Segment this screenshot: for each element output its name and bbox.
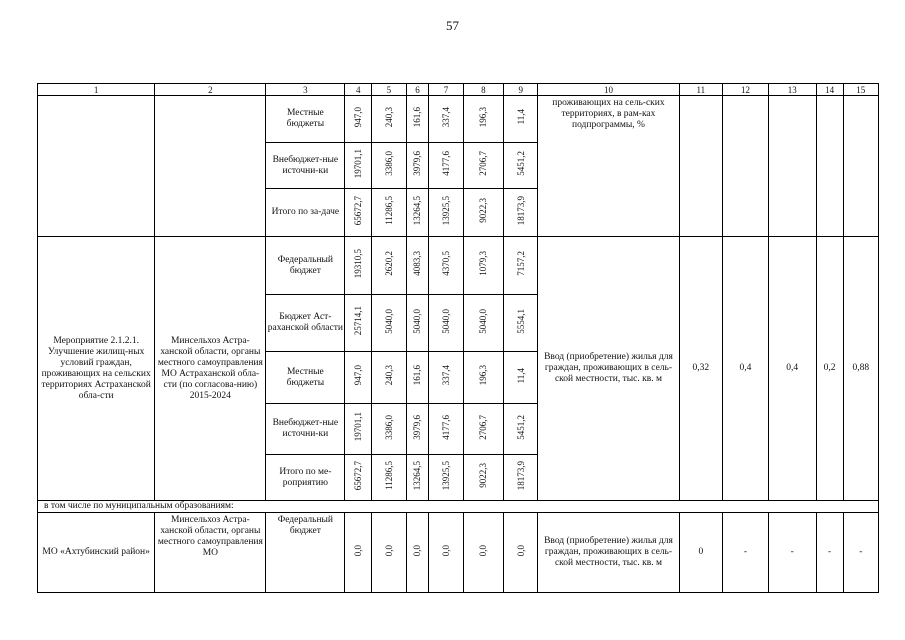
value-cell: 18173,9	[504, 455, 538, 501]
indicator-value: 0,88	[843, 237, 878, 501]
table-row	[38, 513, 879, 593]
empty-cell	[768, 96, 816, 237]
funding-source: Федеральный бюджет	[266, 237, 345, 295]
value-cell: 65672,7	[345, 455, 372, 501]
value-cell: 2706,7	[463, 404, 503, 455]
header-cell: 7	[429, 84, 463, 96]
municipality-name: МО «Ахтубинский район»	[38, 513, 155, 593]
indicator-value: -	[723, 513, 769, 593]
empty-cell	[816, 96, 843, 237]
header-cell: 15	[843, 84, 878, 96]
page-number: 57	[446, 18, 459, 33]
table-row	[38, 501, 879, 513]
value-cell: 3979,6	[406, 143, 429, 189]
value-cell: 4177,6	[429, 143, 463, 189]
value-cell: 4370,5	[429, 237, 463, 295]
empty-cell	[843, 96, 878, 237]
header-cell: 14	[816, 84, 843, 96]
value-cell: 0,0	[406, 513, 429, 593]
municipality-executor: Минсельхоз Астра-ханской области, органы местного самоуправления МО	[155, 513, 266, 593]
funding-source: Внебюджет-ные источни-ки	[266, 404, 345, 455]
value-cell: 7157,2	[504, 237, 538, 295]
measure-executor: Минсельхоз Астра-ханской области, органы местного самоуправления МО Астраханской обла-сти (по согласова-нию) 2015-2024	[155, 237, 266, 501]
funding-source: Бюджет Аст-раханской области	[266, 295, 345, 352]
indicator-value: 0,2	[816, 237, 843, 501]
value-cell: 13925,5	[429, 189, 463, 237]
empty-cell	[723, 96, 769, 237]
funding-source: Местные бюджеты	[266, 96, 345, 143]
value-cell: 196,3	[463, 96, 503, 143]
value-cell: 19701,1	[345, 404, 372, 455]
header-cell: 9	[504, 84, 538, 96]
program-table	[37, 83, 879, 593]
municipal-caption: в том числе по муниципальным образованиям:	[38, 501, 879, 513]
value-cell: 9022,3	[463, 189, 503, 237]
value-cell: 3386,0	[372, 143, 406, 189]
empty-cell	[679, 96, 723, 237]
value-cell: 5040,0	[429, 295, 463, 352]
header-cell: 1	[38, 84, 155, 96]
indicator-value: -	[768, 513, 816, 593]
header-cell: 5	[372, 84, 406, 96]
table-row	[38, 237, 879, 295]
value-cell: 13925,5	[429, 455, 463, 501]
empty-cell	[155, 96, 266, 237]
header-cell: 11	[679, 84, 723, 96]
value-cell: 0,0	[429, 513, 463, 593]
value-cell: 0,0	[345, 513, 372, 593]
value-cell: 1079,3	[463, 237, 503, 295]
empty-cell	[38, 96, 155, 237]
value-cell: 5554,1	[504, 295, 538, 352]
indicator-value: -	[816, 513, 843, 593]
funding-source: Внебюджет-ные источни-ки	[266, 143, 345, 189]
value-cell: 19310,5	[345, 237, 372, 295]
value-cell: 161,6	[406, 352, 429, 404]
value-cell: 13264,5	[406, 189, 429, 237]
indicator-value: -	[843, 513, 878, 593]
value-cell: 4177,6	[429, 404, 463, 455]
value-cell: 13264,5	[406, 455, 429, 501]
value-cell: 11,4	[504, 96, 538, 143]
value-cell: 9022,3	[463, 455, 503, 501]
value-cell: 2706,7	[463, 143, 503, 189]
value-cell: 11,4	[504, 352, 538, 404]
funding-source: Федеральный бюджет	[266, 513, 345, 593]
header-cell: 6	[406, 84, 429, 96]
value-cell: 11286,5	[372, 455, 406, 501]
funding-source: Итого по ме-роприятию	[266, 455, 345, 501]
header-cell: 10	[538, 84, 679, 96]
value-cell: 5040,0	[463, 295, 503, 352]
indicator-name: Ввод (приобретение) жилья для граждан, проживающих в сель-ской местности, тыс. кв. м	[538, 513, 679, 593]
value-cell: 25714,1	[345, 295, 372, 352]
indicator-value: 0,32	[679, 237, 723, 501]
value-cell: 337,4	[429, 96, 463, 143]
indicator-value: 0,4	[768, 237, 816, 501]
indicator-name: Ввод (приобретение) жилья для граждан, проживающих в сель-ской местности, тыс. кв. м	[538, 237, 679, 501]
funding-source: Местные бюджеты	[266, 352, 345, 404]
header-cell: 3	[266, 84, 345, 96]
funding-source: Итого по за-даче	[266, 189, 345, 237]
value-cell: 5451,2	[504, 143, 538, 189]
value-cell: 240,3	[372, 96, 406, 143]
value-cell: 4083,3	[406, 237, 429, 295]
indicator-name: проживающих на сель-ских территориях, в рам-ках подпрограммы, %	[538, 96, 679, 237]
value-cell: 2620,2	[372, 237, 406, 295]
value-cell: 19701,1	[345, 143, 372, 189]
value-cell: 947,0	[345, 352, 372, 404]
header-cell: 8	[463, 84, 503, 96]
header-cell: 12	[723, 84, 769, 96]
value-cell: 0,0	[504, 513, 538, 593]
value-cell: 3386,0	[372, 404, 406, 455]
value-cell: 11286,5	[372, 189, 406, 237]
indicator-value: 0	[679, 513, 723, 593]
measure-name: Мероприятие 2.1.2.1. Улучшение жилищ-ных условий граждан, проживающих на сельских территориях Астраханской обла-сти	[38, 237, 155, 501]
value-cell: 18173,9	[504, 189, 538, 237]
value-cell: 5040,0	[372, 295, 406, 352]
value-cell: 240,3	[372, 352, 406, 404]
header-cell: 4	[345, 84, 372, 96]
header-row	[38, 84, 879, 96]
value-cell: 3979,6	[406, 404, 429, 455]
table-row	[38, 96, 879, 143]
value-cell: 5040,0	[406, 295, 429, 352]
value-cell: 65672,7	[345, 189, 372, 237]
value-cell: 947,0	[345, 96, 372, 143]
indicator-value: 0,4	[723, 237, 769, 501]
value-cell: 337,4	[429, 352, 463, 404]
value-cell: 161,6	[406, 96, 429, 143]
value-cell: 196,3	[463, 352, 503, 404]
value-cell: 0,0	[463, 513, 503, 593]
header-cell: 2	[155, 84, 266, 96]
value-cell: 5451,2	[504, 404, 538, 455]
header-cell: 13	[768, 84, 816, 96]
value-cell: 0,0	[372, 513, 406, 593]
